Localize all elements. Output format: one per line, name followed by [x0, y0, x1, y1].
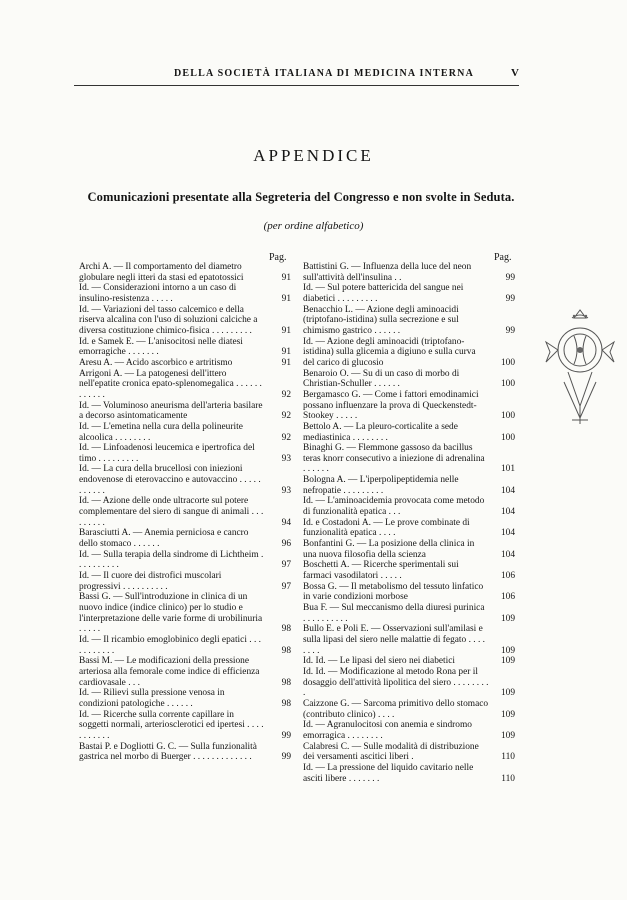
entry-page-number: 93 [281, 485, 291, 496]
index-entry [79, 262, 291, 283]
entry-page-number: 98 [281, 698, 291, 709]
right-column-header: Pag. [494, 252, 512, 263]
entry-page-number: 91 [281, 325, 291, 336]
entry-text: Id. — Azione degli aminoacidi (triptofano-istidina) sulla glicemia a digiuno e sulla curva del carico di glucosio [303, 336, 476, 368]
entry-text: Battistini G. — Influenza della luce del neon sull'attività dell'insulina . . [303, 262, 472, 283]
section-subtitle: Comunicazioni presentate alla Segreteria del Congresso e non svolte in Seduta. [87, 190, 515, 204]
entry-text: Bastai P. e Dogliotti G. C. — Sulla funzionalità gastrica nel morbo di Buerger . . . . . . . . . . . . . [79, 741, 257, 763]
entry-text: Bassi M. — Le modificazioni della pressione arteriosa alla femorale come indice di efficienza cardiovasale . . . [79, 656, 260, 688]
entry-page-number: 99 [281, 730, 291, 741]
index-entry [303, 422, 515, 443]
entry-text: Binaghi G. — Flemmone gassoso da bacillus teras knorr consecutivo a iniezione di adrenalina . . . . . . [303, 443, 485, 475]
entry-page-number: 91 [281, 293, 291, 304]
entry-text: Bassi G. — Sull'introduzione in clinica di un nuovo indice (indice clinico) per lo studio e l'interpretazione delle varie forme di urobilinuria . . . . . [79, 592, 263, 635]
entry-text: Id. — Voluminoso aneurisma dell'arteria basilare a decorso asintomaticamente [79, 400, 263, 422]
entry-page-number: 100 [500, 432, 515, 443]
ordering-note: (per ordine alfabetico) [263, 220, 364, 232]
entry-text: Calabresi C. — Sulle modalità di distribuzione dei versamenti ascitici liberi . [303, 741, 479, 763]
entry-page-number: 96 [281, 539, 291, 550]
index-entry [79, 550, 291, 571]
entry-text: Benacchio L. — Azione degli aminoacidi (triptofano-istidina) sulla secrezione e sul chimismo gastrico . . . . . . [303, 304, 459, 336]
index-entry [303, 496, 515, 517]
entry-text: Id. — Il ricambio emoglobinico degli epatici . . . . . . . . . . . [79, 634, 261, 656]
entry-page-number: 97 [281, 560, 291, 571]
header-rule [74, 85, 519, 86]
entry-page-number: 109 [500, 645, 515, 656]
entry-text: Id. — Considerazioni intorno a un caso di insulino-resistenza . . . . . [79, 283, 237, 304]
running-title: DELLA SOCIETÀ ITALIANA DI MEDICINA INTERNA [174, 68, 474, 79]
index-entry [79, 464, 291, 496]
index-entry [79, 496, 291, 528]
index-entry [303, 582, 515, 603]
entry-text: Bua F. — Sul meccanismo della diuresi purinica . . . . . . . . . . [303, 603, 485, 624]
index-entry [303, 518, 515, 539]
entry-text: Bossa G. — Il metabolismo del tessuto linfatico in varie condizioni morbose [303, 581, 484, 603]
index-entry [303, 475, 515, 496]
entry-page-number: 104 [500, 507, 515, 518]
index-entry [303, 305, 515, 337]
entry-text: Id. Id. — Le lipasi del siero nei diabetici [303, 656, 456, 667]
index-entry [79, 710, 291, 742]
page-title: APPENDICE [253, 146, 374, 165]
entry-page-number: 101 [500, 464, 515, 475]
entry-page-number: 100 [500, 357, 515, 368]
entry-page-number: 110 [501, 752, 515, 763]
index-entry [79, 742, 291, 763]
index-entry [79, 592, 291, 635]
entry-text: Caizzone G. — Sarcoma primitivo dello stomaco (contributo clinico) . . . . [303, 698, 489, 720]
entry-page-number: 109 [500, 688, 515, 699]
entry-text: Id. — Ricerche sulla corrente capillare in soggetti normali, arteriosclerotici ed ipertesi . . . . . . . . . . . [79, 709, 264, 741]
index-entry [79, 528, 291, 549]
entry-text: Id. — Linfoadenosi leucemica e ipertrofica del timo . . . . . . . . . [79, 443, 255, 464]
entry-text: Boschetti A. — Ricerche sperimentali sui farmaci vasodilatori . . . . . [303, 560, 459, 582]
index-entry [79, 305, 291, 337]
library-stamp-emblem [544, 306, 616, 428]
index-entry [303, 390, 515, 422]
index-entry [79, 635, 291, 656]
entry-page-number: 100 [500, 411, 515, 422]
entry-page-number: 104 [500, 549, 515, 560]
entry-page-number: 99 [505, 293, 515, 304]
index-entry [79, 656, 291, 688]
entry-text: Aresu A. — Acido ascorbico e artritismo [79, 357, 233, 368]
entry-page-number: 99 [505, 272, 515, 283]
index-entry [303, 699, 515, 720]
entry-page-number: 91 [281, 357, 291, 368]
entry-page-number: 98 [281, 677, 291, 688]
entry-page-number: 100 [500, 379, 515, 390]
entry-page-number: 99 [281, 752, 291, 763]
entry-text: Id. — Azione delle onde ultracorte sul potere complementare del siero di sangue di animali . . . . . . . . . [79, 496, 264, 528]
index-entry [303, 369, 515, 390]
entry-page-number: 98 [281, 645, 291, 656]
entry-text: Id. Id. — Modificazione al metodo Rona per il dosaggio dell'attività lipolitica del siero . . . . . . . . . [303, 666, 489, 699]
entry-page-number: 106 [500, 592, 515, 603]
entry-page-number: 92 [281, 411, 291, 422]
entry-page-number: 99 [505, 325, 515, 336]
entry-page-number: 104 [500, 528, 515, 539]
entry-text: Id. — L'emetina nella cura della polineurite alcoolica . . . . . . . . [79, 421, 243, 443]
index-entry [79, 337, 291, 358]
entry-text: Id. — Il cuore dei distrofici muscolari progressivi . . . . . . . . . . [79, 571, 222, 592]
entry-page-number: 109 [500, 709, 515, 720]
index-entry [303, 443, 515, 475]
page-number: V [511, 67, 519, 79]
entry-text: Bettolo A. — La pleuro-corticalite a sede mediastinica . . . . . . . . [303, 421, 458, 443]
index-entry [303, 337, 515, 369]
index-entry [79, 358, 291, 369]
entry-page-number: 92 [281, 432, 291, 443]
index-entry [79, 422, 291, 443]
entry-page-number: 91 [281, 272, 291, 283]
entry-text: Id. e Costadoni A. — Le prove combinate di funzionalità epatica . . . . [303, 517, 470, 539]
left-column-header: Pag. [269, 252, 287, 263]
entry-text: Arrigoni A. — La patogenesi dell'ittero nell'epatite cronica epato-splenomegalica . . . . . . . . . . . . [79, 368, 262, 400]
index-entry [303, 560, 515, 581]
entry-page-number: 93 [281, 453, 291, 464]
entry-page-number: 109 [500, 730, 515, 741]
entry-text: Id. — L'aminoacidemia provocata come metodo di funzionalità epatica . . . [303, 496, 485, 518]
left-index-column [79, 262, 291, 763]
index-entry [303, 667, 515, 699]
entry-page-number: 104 [500, 485, 515, 496]
right-index-column [303, 262, 515, 784]
index-entry [303, 624, 515, 656]
entry-page-number: 97 [281, 581, 291, 592]
entry-text: Bologna A. — L'iperpolipeptidemia nelle nefropatie . . . . . . . . . [303, 475, 459, 496]
entry-text: Id. — Rilievi sulla pressione venosa in condizioni patologiche . . . . . . [79, 688, 225, 709]
entry-text: Id. — La pressione del liquido cavitario nelle asciti libere . . . . . . . [303, 762, 474, 784]
index-entry [303, 720, 515, 741]
entry-text: Archi A. — Il comportamento del diametro globulare negli itteri da stasi ed epatotossici [79, 262, 244, 283]
index-entry [79, 443, 291, 464]
index-entry [79, 688, 291, 709]
index-entry [303, 742, 515, 763]
entry-text: Bonfantini G. — La posizione della clinica in una nuova filosofia della scienza [303, 539, 475, 560]
entry-text: Id. — Sul potere battericida del sangue nei diabetici . . . . . . . . . [303, 283, 464, 304]
index-entry [79, 401, 291, 422]
entry-text: Id. — Sulla terapia della sindrome di Lichtheim . . . . . . . . . . [79, 549, 264, 571]
entry-text: Bergamasco G. — Come i fattori emodinamici possano influenzare la prova di Queckenstedt-Stookey . . . . . [303, 389, 479, 422]
entry-page-number: 109 [500, 656, 515, 667]
entry-text: Id. — La cura della brucellosi con iniezioni endovenose di eterovaccino e autovaccino . . . . . . . . . . . [79, 464, 261, 496]
index-entry [303, 539, 515, 560]
entry-page-number: 110 [501, 773, 515, 784]
index-entry [303, 656, 515, 667]
index-entry [79, 283, 291, 304]
index-entry [303, 763, 515, 784]
entry-page-number: 94 [281, 517, 291, 528]
entry-text: Bullo E. e Poli E. — Osservazioni sull'amilasi e sulla lipasi del siero nelle malattie di fegato . . . . . . . . [303, 624, 485, 656]
entry-page-number: 98 [281, 624, 291, 635]
entry-text: Id. — Variazioni del tasso calcemico e della riserva alcalina con l'uso di soluzioni calciche a diversa costituzione chimico-fisica . . . . . . . . . [79, 304, 258, 336]
running-head [74, 68, 519, 84]
entry-page-number: 106 [500, 571, 515, 582]
entry-text: Benaroio O. — Su di un caso di morbo di Christian-Schuller . . . . . . [303, 368, 460, 390]
entry-page-number: 92 [281, 389, 291, 400]
entry-page-number: 109 [500, 613, 515, 624]
entry-text: Id. — Agranulocitosi con anemia e sindromo emorragica . . . . . . . . [303, 720, 472, 741]
index-entry [303, 262, 515, 283]
entry-text: Barasciutti A. — Anemia perniciosa e cancro dello stomaco . . . . . . [79, 528, 249, 550]
index-entry [303, 283, 515, 304]
index-entry [79, 571, 291, 592]
entry-text: Id. e Samek E. — L'anisocitosi nelle diatesi emorragiche . . . . . . . [79, 336, 243, 358]
index-entry [303, 603, 515, 624]
entry-page-number: 91 [281, 347, 291, 358]
index-entry [79, 369, 291, 401]
